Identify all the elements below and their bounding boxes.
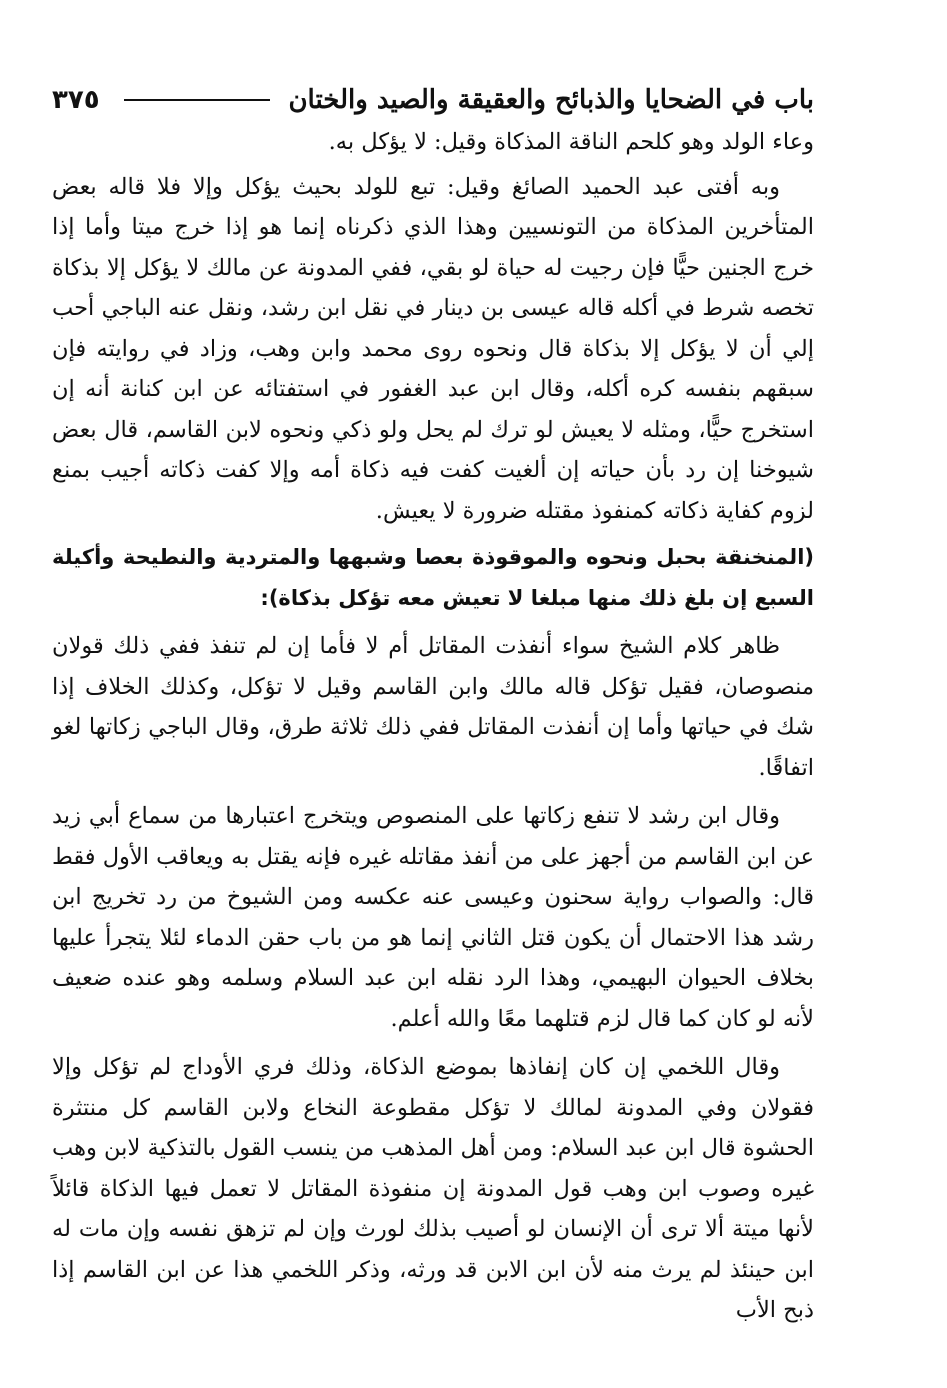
body-text [52,122,814,1331]
paragraph-continuation: وعاء الولد وهو كلحم الناقة المذكاة وقيل: لا يؤكل به. [328,129,814,155]
paragraph: وقال ابن رشد لا تنفع زكاتها على المنصوص ويتخرج اعتبارها من سماع أبي زيد عن ابن القاسم من أجهز على من أنفذ مقاتله غيره فإنه يقتل به ويعاقب الأول فقط قال: والصواب رواية سحنون وعيسى عنه عكسه ومن الشيوخ من رد تخريج ابن رشد هذا الاحتمال أن يكون قتل الثاني إنما هو من باب حقن الدماء لئلا يتجرأ عليها بخلاف الحيوان البهيمي، وهذا الرد نقله ابن عبد السلام وسلمه وهو عنده ضعيف لأنه لو كان كما قال لزم قتلهما معًا والله أعلم. [52,803,814,1032]
matn-heading: (المنخنقة بحبل ونحوه والموقوذة بعصا وشبهها والمتردية والنطيحة وأكيلة السبع إن بلغ ذلك منها مبلغا لا تعيش معه تؤكل بذكاة): [52,545,814,610]
paragraph: ظاهر كلام الشيخ سواء أنفذت المقاتل أم لا فأما إن لم تنفذ ففي ذلك قولان منصوصان، فقيل تؤكل قاله مالك وابن القاسم وقيل لا تؤكل، وكذلك الخلاف إذا شك في حياتها وأما إن أنفذت المقاتل ففي ذلك ثلاثة طرق، وقال الباجي زكاتها لغو اتفاقًا. [52,633,814,781]
running-header [52,78,814,122]
header-rule [124,99,271,101]
chapter-title: باب في الضحايا والذبائح والعقيقة والصيد والختان [288,85,814,115]
paragraph: وبه أفتى عبد الحميد الصائغ وقيل: تبع للولد بحيث يؤكل وإلا فلا قاله بعض المتأخرين المذكاة من التونسيين وهذا الذي ذكرناه إنما هو إذا خرج ميتا وأما إذا خرج الجنين حيًّا فإن رجيت له حياة لو بقي، ففي المدونة عن مالك لا يؤكل إلا بذكاة تخصه شرط في أكله قاله عيسى بن دينار في نقل ابن رشد، ونقل عنه الباجي أحب إلي أن لا يؤكل إلا بذكاة قال ونحوه روى محمد وابن وهب، وزاد في روايته فإن سبقهم بنفسه كره أكله، وقال ابن عبد الغفور في استفتائه عن ابن كنانة أنه إن استخرج حيًّا، ومثله لا يعيش لو ترك لم يحل ولو ذكي ونحوه لابن القاسم، قال بعض شيوخنا إن رد بأن حياته إن ألغيت كفت فيه ذكاة أمه وإلا كفت ذكاته أجيب بمنع لزوم كفاية ذكاته كمنفوذ مقتله ضرورة لا يعيش. [52,173,814,524]
page-number: ٣٧٥ [52,85,100,115]
page [52,78,814,1331]
paragraph: وقال اللخمي إن كان إنفاذها بموضع الذكاة، وذلك فري الأوداج لم تؤكل وإلا فقولان وفي المدونة لمالك لا تؤكل مقطوعة النخاع ولابن القاسم كل منتثرة الحشوة قال ابن عبد السلام: ومن أهل المذهب من ينسب القول بالتذكية لابن وهب غيره وصوب ابن وهب قول المدونة إن منفوذة المقاتل لا تعمل فيها الذكاة قائلاً لأنها ميتة ألا ترى أن الإنسان لو أصيب بذلك لورث وإن لم تزهق نفسه وإن مات له ابن حينئذ لم يرث منه لأن ابن الابن قد ورثه، وذكر اللخمي هذا عن ابن القاسم إذا ذبح الأب [52,1054,814,1323]
